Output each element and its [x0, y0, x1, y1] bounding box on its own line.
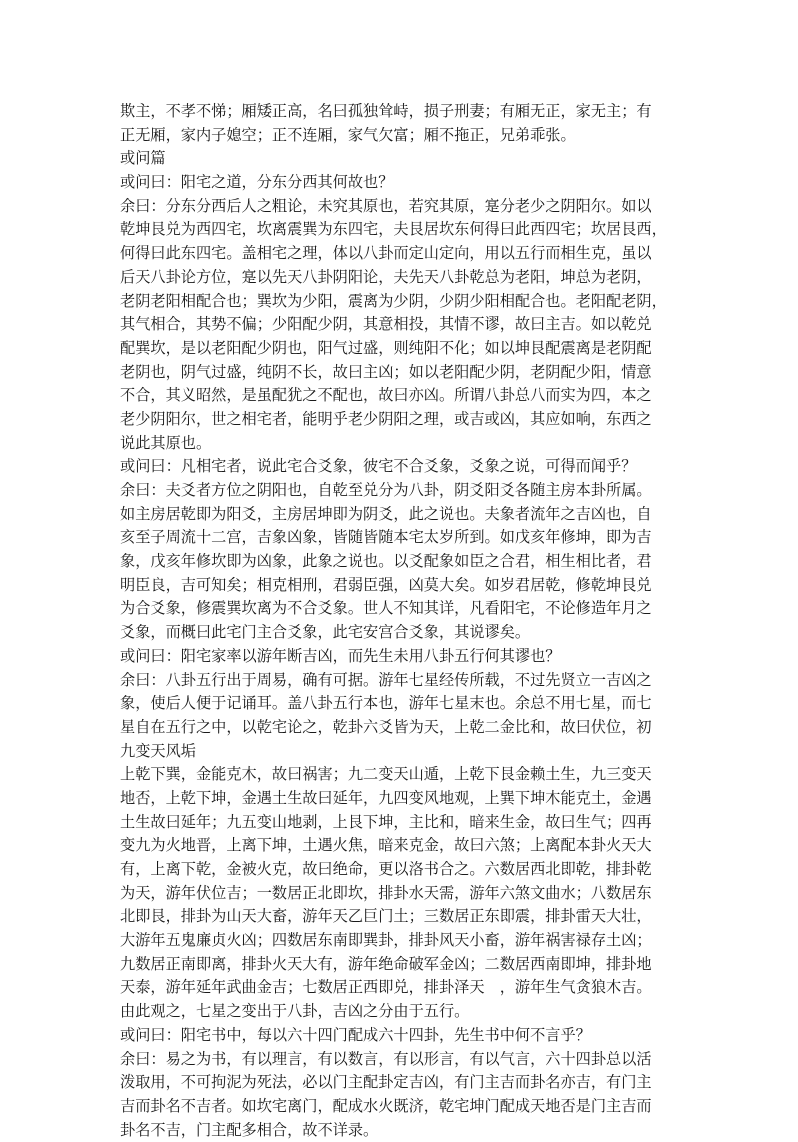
text-line: 为合爻象，修震巽坎离为不合爻象。世人不知其详，凡看阳宅，不论修造年月之 — [120, 599, 652, 618]
text-line: 老少阴阳尔，世之相宅者，能明乎老少阴阳之理，或吉或凶，其应如响，东西之 — [120, 409, 652, 428]
text-line: 象，使后人便于记诵耳。盖八卦五行本也，游年七星末也。余总不用七星，而七 — [120, 694, 652, 713]
answer-line: 余曰：夫爻者方位之阴阳也，自乾至兑分为八卦，阴爻阳爻各随主房本卦所属。 — [120, 481, 652, 499]
text-line: 说此其原也。 — [120, 433, 212, 452]
text-line: 明臣良，吉可知矣；相克相刑，君弱臣强，凶莫大矣。如岁君居乾，修乾坤艮兑 — [120, 575, 652, 594]
text-line: 欺主，不孝不悌；厢矮正高，名曰孤独耸峙，损子刑妻；有厢无正，家无主；有 — [120, 102, 652, 120]
question-line: 或问曰：阳宅之道，分东分西其何故也？ — [120, 173, 394, 192]
text-line: 有，上离下乾，金被火克，故曰绝命，更以洛书合之。六数居西北即乾，排卦乾 — [120, 860, 652, 878]
question-line: 或问曰：凡相宅者，说此宅合爻象，彼宅不合爻象，爻象之说，可得而闻乎？ — [120, 457, 637, 476]
question-line: 或问曰：阳宅书中，每以六十四门配成六十四卦，先生书中何不言乎？ — [120, 1025, 591, 1044]
question-line: 或问曰：阳宅家率以游年断吉凶，而先生未用八卦五行何其谬也？ — [120, 646, 561, 665]
text-line: 何得曰此东四宅。盖相宅之理，体以八卦而定山定向，用以五行而相生克，虽以 — [120, 244, 652, 263]
answer-line: 余曰：分东分西后人之粗论，未究其原也，若究其原，寔分老少之阴阳尔。如以 — [120, 196, 652, 215]
document-page — [120, 100, 678, 1142]
text-line: 为天，游年伏位吉；一数居正北即坎，排卦水天需，游年六煞文曲水；八数居东 — [120, 883, 652, 902]
text-line: 天泰，游年延年武曲金吉；七数居正西即兑，排卦泽天 ，游年生气贪狼木吉。 — [120, 978, 652, 997]
text-line: 正无厢，家内子媳空；正不连厢，家气欠富；厢不拖正，兄弟乖张。 — [120, 125, 576, 144]
text-line: 变九为火地晋，上离下坤，土遇火焦，暗来克金，故曰六煞；上离配本卦火天大 — [120, 836, 652, 855]
text-line: 北即艮，排卦为山天大畜，游年天乙巨门土；三数居正东即震，排卦雷天大壮， — [120, 907, 652, 926]
text-line: 象，戊亥年修坎即为凶象，此象之说也。以爻配象如臣之合君，相生相比者，君 — [120, 552, 652, 571]
text-line: 九变天风垢 — [120, 741, 196, 760]
text-line: 地否，上乾下坤，金遇土生故曰延年，九四变风地观，上巽下坤木能克土，金遇 — [120, 788, 652, 807]
text-line: 上乾下巽，金能克木，故曰祸害；九二变天山遁，上乾下艮金赖土生，九三变天 — [120, 765, 652, 784]
text-line: 老阴老阳相配合也；巽坎为少阳，震离为少阴，少阴少阳相配合也。老阳配老阴， — [120, 291, 667, 310]
answer-line: 余曰：八卦五行出于周易，确有可据。游年七星经传所载，不过先贤立一吉凶之 — [120, 670, 652, 689]
text-line: 配巽坎，是以老阳配少阴也，阳气过盛，则纯阳不化；如以坤艮配震离是老阴配 — [120, 338, 652, 357]
answer-line: 余曰：易之为书，有以理言，有以数言，有以形言，有以气言，六十四卦总以活 — [120, 1049, 652, 1068]
text-line: 泼取用，不可拘泥为死法，必以门主配卦定吉凶，有门主吉而卦名亦吉，有门主 — [120, 1073, 652, 1092]
text-line: 老阴也，阴气过盛，纯阴不长，故曰主凶；如以老阳配少阴，老阴配少阳，情意 — [120, 362, 652, 381]
text-line: 后天八卦论方位，寔以先天八卦阴阳论，夫先天八卦乾总为老阳，坤总为老阴， — [120, 267, 652, 286]
text-line: 其气相合，其势不偏；少阳配少阴，其意相投，其情不谬，故曰主吉。如以乾兑 — [120, 315, 652, 334]
text-line: 星自在五行之中，以乾宅论之，乾卦六爻皆为天，上乾二金比和，故曰伏位，初 — [120, 717, 652, 736]
text-line: 大游年五鬼廉贞火凶；四数居东南即巽卦，排卦风天小畜，游年祸害禄存土凶； — [120, 931, 652, 950]
text-line: 九数居正南即离，排卦火天大有，游年绝命破军金凶；二数居西南即坤，排卦地 — [120, 954, 652, 973]
text-line: 由此观之，七星之变出于八卦，吉凶之分由于五行。 — [120, 1002, 470, 1021]
text-line: 乾坤艮兑为西四宅，坎离震巽为东四宅，夫艮居坎东何得曰此西四宅；坎居艮西， — [120, 220, 667, 239]
text-line: 土生故曰延年；九五变山地剥，上艮下坤，主比和，暗来生金，故曰生气；四再 — [120, 812, 652, 831]
text-line: 亥至子周流十二宫，吉象凶象，皆随皆随本宅太岁所到。如戊亥年修坤，即为吉 — [120, 528, 652, 547]
text-line: 爻象，而概曰此宅门主合爻象，此宅安宫合爻象，其说谬矣。 — [120, 623, 531, 642]
section-heading: 或问篇 — [120, 149, 166, 168]
text-line: 吉而卦名不吉者。如坎宅离门，配成水火既济，乾宅坤门配成天地否是门主吉而 — [120, 1096, 652, 1115]
text-line: 卦名不吉，门主配多相合，故不详录。 — [120, 1120, 379, 1139]
text-line: 不合，其义昭然，是虽配犹之不配也，故曰亦凶。所谓八卦总八而实为四，本之 — [120, 386, 652, 405]
text-line: 如主房居乾即为阳爻，主房居坤即为阴爻，此之说也。夫象者流年之吉凶也，自 — [120, 504, 652, 523]
